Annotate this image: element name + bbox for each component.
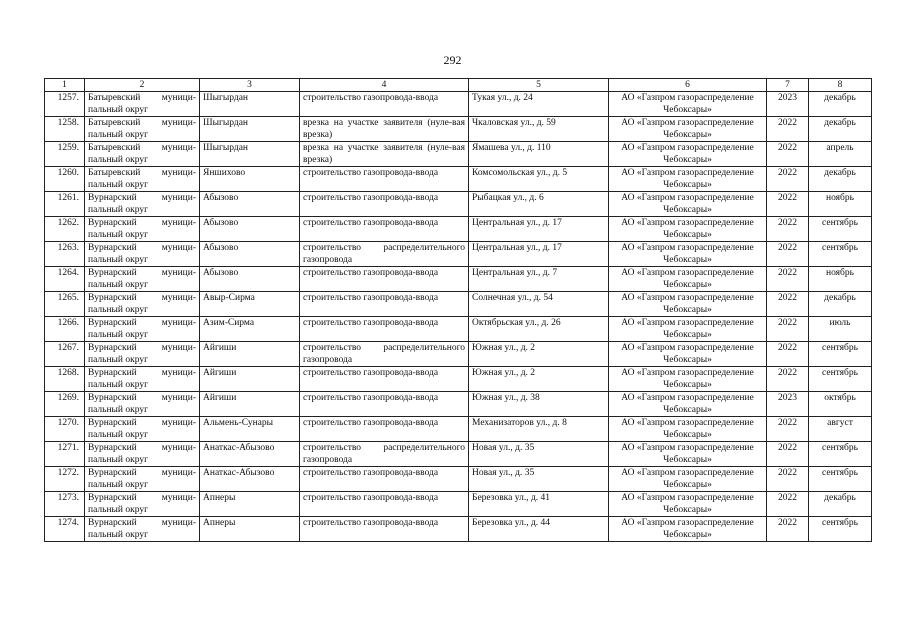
district-cell: Вурнарский муници-пальный округ <box>85 292 200 317</box>
settlement-cell: Абызово <box>200 217 300 242</box>
row-number: 1271. <box>45 442 85 467</box>
column-number: 3 <box>200 79 300 92</box>
organization-cell: АО «Газпром газораспределение Чебоксары» <box>609 242 767 267</box>
column-number-row <box>45 79 872 92</box>
district-cell: Вурнарский муници-пальный округ <box>85 467 200 492</box>
work-type-cell: строительство газопровода-ввода <box>300 92 469 117</box>
page-number: 292 <box>443 53 462 67</box>
address-cell: Южная ул., д. 38 <box>469 392 609 417</box>
month-cell: август <box>809 417 872 442</box>
organization-cell: АО «Газпром газораспределение Чебоксары» <box>609 142 767 167</box>
district-cell: Батыревский муници-пальный округ <box>85 117 200 142</box>
organization-cell: АО «Газпром газораспределение Чебоксары» <box>609 117 767 142</box>
table-row <box>45 92 872 117</box>
table-row <box>45 517 872 542</box>
organization-cell: АО «Газпром газораспределение Чебоксары» <box>609 442 767 467</box>
district-cell: Батыревский муници-пальный округ <box>85 142 200 167</box>
row-number: 1261. <box>45 192 85 217</box>
year-cell: 2022 <box>767 367 809 392</box>
organization-cell: АО «Газпром газораспределение Чебоксары» <box>609 167 767 192</box>
settlement-cell: Азим-Сирма <box>200 317 300 342</box>
work-type-cell: строительство газопровода-ввода <box>300 517 469 542</box>
table-row <box>45 317 872 342</box>
month-cell: декабрь <box>809 167 872 192</box>
month-cell: сентябрь <box>809 242 872 267</box>
organization-cell: АО «Газпром газораспределение Чебоксары» <box>609 467 767 492</box>
settlement-cell: Яншихово <box>200 167 300 192</box>
work-type-cell: строительство газопровода-ввода <box>300 292 469 317</box>
year-cell: 2023 <box>767 92 809 117</box>
settlement-cell: Абызово <box>200 192 300 217</box>
row-number: 1262. <box>45 217 85 242</box>
month-cell: апрель <box>809 142 872 167</box>
table-row <box>45 292 872 317</box>
year-cell: 2022 <box>767 117 809 142</box>
settlement-cell: Шыгырдан <box>200 92 300 117</box>
settlement-cell: Анаткас-Абызово <box>200 442 300 467</box>
table-row <box>45 392 872 417</box>
district-cell: Вурнарский муници-пальный округ <box>85 417 200 442</box>
table-row <box>45 142 872 167</box>
organization-cell: АО «Газпром газораспределение Чебоксары» <box>609 392 767 417</box>
month-cell: декабрь <box>809 117 872 142</box>
row-number: 1270. <box>45 417 85 442</box>
district-cell: Вурнарский муници-пальный округ <box>85 492 200 517</box>
month-cell: ноябрь <box>809 192 872 217</box>
row-number: 1264. <box>45 267 85 292</box>
address-cell: Рыбацкая ул., д. 6 <box>469 192 609 217</box>
work-type-cell: строительство газопровода-ввода <box>300 317 469 342</box>
settlement-cell: Айгиши <box>200 367 300 392</box>
month-cell: сентябрь <box>809 342 872 367</box>
organization-cell: АО «Газпром газораспределение Чебоксары» <box>609 417 767 442</box>
district-cell: Вурнарский муници-пальный округ <box>85 267 200 292</box>
row-number: 1263. <box>45 242 85 267</box>
table-row <box>45 242 872 267</box>
organization-cell: АО «Газпром газораспределение Чебоксары» <box>609 342 767 367</box>
month-cell: сентябрь <box>809 367 872 392</box>
row-number: 1258. <box>45 117 85 142</box>
work-type-cell: строительство газопровода-ввода <box>300 217 469 242</box>
month-cell: декабрь <box>809 292 872 317</box>
table-row <box>45 467 872 492</box>
month-cell: декабрь <box>809 492 872 517</box>
organization-cell: АО «Газпром газораспределение Чебоксары» <box>609 92 767 117</box>
table-row <box>45 267 872 292</box>
district-cell: Вурнарский муници-пальный округ <box>85 342 200 367</box>
year-cell: 2022 <box>767 442 809 467</box>
table-row <box>45 217 872 242</box>
address-cell: Центральная ул., д. 7 <box>469 267 609 292</box>
settlement-cell: Абызово <box>200 267 300 292</box>
work-type-cell: строительство газопровода-ввода <box>300 267 469 292</box>
month-cell: сентябрь <box>809 467 872 492</box>
work-type-cell: строительство газопровода-ввода <box>300 467 469 492</box>
work-type-cell: строительство газопровода-ввода <box>300 167 469 192</box>
address-cell: Центральная ул., д. 17 <box>469 242 609 267</box>
year-cell: 2022 <box>767 342 809 367</box>
district-cell: Вурнарский муници-пальный округ <box>85 317 200 342</box>
address-cell: Механизаторов ул., д. 8 <box>469 417 609 442</box>
month-cell: ноябрь <box>809 267 872 292</box>
month-cell: октябрь <box>809 392 872 417</box>
organization-cell: АО «Газпром газораспределение Чебоксары» <box>609 492 767 517</box>
work-type-cell: строительство газопровода-ввода <box>300 367 469 392</box>
address-cell: Чкаловская ул., д. 59 <box>469 117 609 142</box>
settlement-cell: Альмень-Сунары <box>200 417 300 442</box>
table-row <box>45 492 872 517</box>
settlement-cell: Апнеры <box>200 517 300 542</box>
settlement-cell: Авыр-Сирма <box>200 292 300 317</box>
work-type-cell: строительство газопровода-ввода <box>300 417 469 442</box>
month-cell: сентябрь <box>809 217 872 242</box>
year-cell: 2022 <box>767 467 809 492</box>
district-cell: Вурнарский муници-пальный округ <box>85 242 200 267</box>
column-number: 1 <box>45 79 85 92</box>
organization-cell: АО «Газпром газораспределение Чебоксары» <box>609 217 767 242</box>
organization-cell: АО «Газпром газораспределение Чебоксары» <box>609 517 767 542</box>
district-cell: Вурнарский муници-пальный округ <box>85 367 200 392</box>
table-row <box>45 342 872 367</box>
address-cell: Березовка ул., д. 41 <box>469 492 609 517</box>
settlement-cell: Айгиши <box>200 392 300 417</box>
address-cell: Ямашева ул., д. 110 <box>469 142 609 167</box>
column-number: 4 <box>300 79 469 92</box>
district-cell: Вурнарский муници-пальный округ <box>85 217 200 242</box>
row-number: 1259. <box>45 142 85 167</box>
row-number: 1269. <box>45 392 85 417</box>
month-cell: июль <box>809 317 872 342</box>
year-cell: 2022 <box>767 242 809 267</box>
year-cell: 2022 <box>767 492 809 517</box>
work-type-cell: строительство распределительного газопровода <box>300 242 469 267</box>
row-number: 1268. <box>45 367 85 392</box>
row-number: 1273. <box>45 492 85 517</box>
column-number: 2 <box>85 79 200 92</box>
organization-cell: АО «Газпром газораспределение Чебоксары» <box>609 317 767 342</box>
address-cell: Южная ул., д. 2 <box>469 367 609 392</box>
table-row <box>45 367 872 392</box>
address-cell: Березовка ул., д. 44 <box>469 517 609 542</box>
row-number: 1267. <box>45 342 85 367</box>
table-row <box>45 167 872 192</box>
column-number: 8 <box>809 79 872 92</box>
district-cell: Вурнарский муници-пальный округ <box>85 392 200 417</box>
month-cell: сентябрь <box>809 442 872 467</box>
district-cell: Батыревский муници-пальный округ <box>85 167 200 192</box>
work-type-cell: врезка на участке заявителя (нуле-вая врезка) <box>300 117 469 142</box>
year-cell: 2022 <box>767 217 809 242</box>
month-cell: декабрь <box>809 92 872 117</box>
year-cell: 2022 <box>767 317 809 342</box>
table-row <box>45 192 872 217</box>
row-number: 1260. <box>45 167 85 192</box>
address-cell: Новая ул., д. 35 <box>469 467 609 492</box>
address-cell: Центральная ул., д. 17 <box>469 217 609 242</box>
address-cell: Тукая ул., д. 24 <box>469 92 609 117</box>
year-cell: 2022 <box>767 167 809 192</box>
month-cell: сентябрь <box>809 517 872 542</box>
district-cell: Вурнарский муници-пальный округ <box>85 192 200 217</box>
organization-cell: АО «Газпром газораспределение Чебоксары» <box>609 192 767 217</box>
address-cell: Комсомольская ул., д. 5 <box>469 167 609 192</box>
work-type-cell: строительство распределительного газопровода <box>300 342 469 367</box>
row-number: 1274. <box>45 517 85 542</box>
year-cell: 2023 <box>767 392 809 417</box>
work-type-cell: врезка на участке заявителя (нуле-вая врезка) <box>300 142 469 167</box>
work-type-cell: строительство газопровода-ввода <box>300 192 469 217</box>
year-cell: 2022 <box>767 517 809 542</box>
year-cell: 2022 <box>767 292 809 317</box>
row-number: 1272. <box>45 467 85 492</box>
organization-cell: АО «Газпром газораспределение Чебоксары» <box>609 367 767 392</box>
table-row <box>45 417 872 442</box>
settlement-cell: Апнеры <box>200 492 300 517</box>
year-cell: 2022 <box>767 267 809 292</box>
year-cell: 2022 <box>767 142 809 167</box>
row-number: 1265. <box>45 292 85 317</box>
organization-cell: АО «Газпром газораспределение Чебоксары» <box>609 292 767 317</box>
address-cell: Новая ул., д. 35 <box>469 442 609 467</box>
settlement-cell: Шыгырдан <box>200 142 300 167</box>
year-cell: 2022 <box>767 417 809 442</box>
settlement-cell: Абызово <box>200 242 300 267</box>
column-number: 7 <box>767 79 809 92</box>
district-cell: Вурнарский муници-пальный округ <box>85 442 200 467</box>
address-cell: Южная ул., д. 2 <box>469 342 609 367</box>
table-row <box>45 117 872 142</box>
year-cell: 2022 <box>767 192 809 217</box>
work-type-cell: строительство газопровода-ввода <box>300 492 469 517</box>
district-cell: Батыревский муници-пальный округ <box>85 92 200 117</box>
column-number: 6 <box>609 79 767 92</box>
row-number: 1257. <box>45 92 85 117</box>
organization-cell: АО «Газпром газораспределение Чебоксары» <box>609 267 767 292</box>
work-type-cell: строительство распределительного газопровода <box>300 442 469 467</box>
table-row <box>45 442 872 467</box>
address-cell: Октябрьская ул., д. 26 <box>469 317 609 342</box>
settlement-cell: Анаткас-Абызово <box>200 467 300 492</box>
row-number: 1266. <box>45 317 85 342</box>
gas-connection-table <box>44 78 872 542</box>
settlement-cell: Шыгырдан <box>200 117 300 142</box>
column-number: 5 <box>469 79 609 92</box>
work-type-cell: строительство газопровода-ввода <box>300 392 469 417</box>
district-cell: Вурнарский муници-пальный округ <box>85 517 200 542</box>
address-cell: Солнечная ул., д. 54 <box>469 292 609 317</box>
settlement-cell: Айгиши <box>200 342 300 367</box>
